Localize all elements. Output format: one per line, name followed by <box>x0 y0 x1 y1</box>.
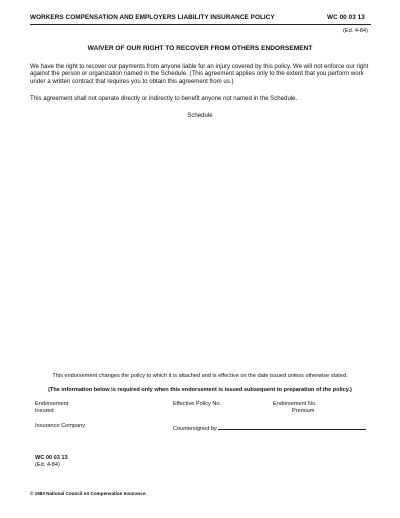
effective-policy-no-label: Effective Policy No. <box>173 401 222 407</box>
endorsement-title: WAIVER OF OUR RIGHT TO RECOVER FROM OTHERS ENDORSEMENT <box>87 45 313 52</box>
policy-title: WORKERS COMPENSATION AND EMPLOYERS LIABILITY INSURANCE POLICY <box>30 14 275 21</box>
body-paragraph-2 <box>30 95 372 102</box>
premium-label: Premium <box>292 408 315 414</box>
signature-line <box>218 423 366 430</box>
schedule-heading: Schedule <box>187 112 213 119</box>
paragraph-1-text: We have the right to recover our payments from anyone liable for an injury covered by this policy. We will not enforce our right against the person or organization named in the Schedule. (This agreement applies only to the extent that you perform work under a written contract that requires you to obtain this agreement from us.) <box>30 63 369 85</box>
footer-form-number: WC 00 03 13 <box>35 455 68 461</box>
edition-date: (Ed. 4-84) <box>343 28 368 34</box>
insured-label: Insured <box>35 408 54 414</box>
header-rule <box>30 24 371 25</box>
effective-notice: This endorsement changes the policy to which it is attached and is effective on the date issued unless otherwise stated. <box>52 373 348 379</box>
countersigned-by-label: Countersigned by <box>173 426 217 432</box>
endorsement-label: Endorsement <box>35 401 69 407</box>
info-required-notice: (The information below is required only when this endorsement is issued subsequent to preparation of the policy.) <box>48 387 352 393</box>
endorsement-no-label: Endorsement No. <box>273 401 317 407</box>
form-number: WC 00 03 13 <box>327 14 365 21</box>
footer-edition: (Ed. 4-84) <box>35 462 60 468</box>
insurance-company-label: Insurance Company <box>35 423 86 429</box>
body-paragraph-1 <box>30 63 372 85</box>
paragraph-2-text: This agreement shall not operate directly or indirectly to benefit anyone not named in the Schedule. <box>30 95 298 102</box>
countersigned-field <box>173 423 366 432</box>
copyright-notice: © 1983 National Council on Compensation Insurance. <box>30 491 147 496</box>
